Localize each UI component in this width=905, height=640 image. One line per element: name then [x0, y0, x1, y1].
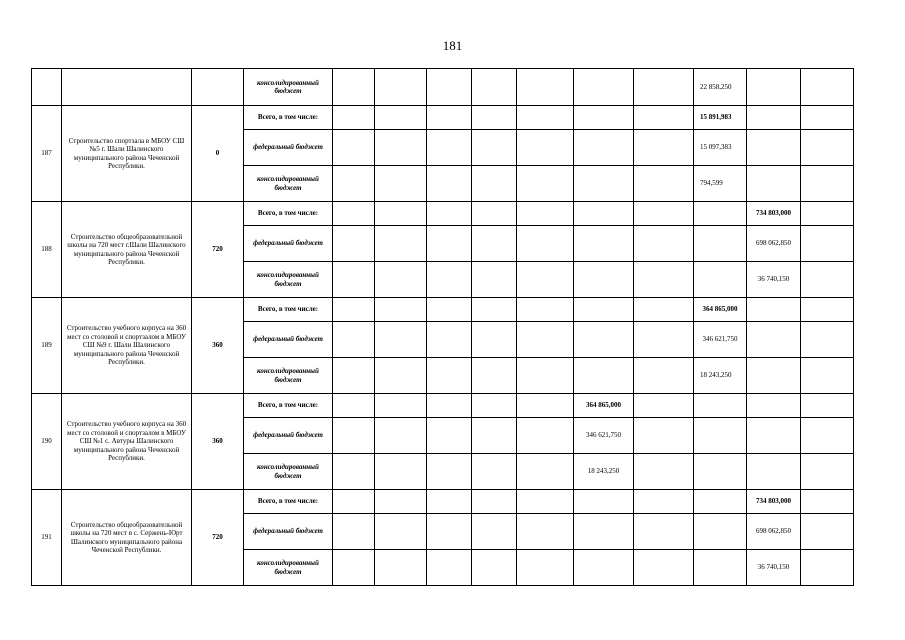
empty-cell — [801, 550, 854, 586]
empty-cell — [375, 166, 427, 202]
financing-table — [31, 68, 854, 586]
empty-cell — [333, 130, 375, 166]
empty-cell — [801, 262, 854, 298]
empty-cell — [333, 514, 375, 550]
empty-cell — [375, 514, 427, 550]
empty-cell — [634, 166, 694, 202]
budget-label-total: Всего, в том числе: — [244, 298, 333, 322]
empty-cell — [634, 130, 694, 166]
empty-cell — [574, 322, 634, 358]
empty-cell — [427, 514, 472, 550]
project-number: 191 — [32, 490, 62, 586]
empty-cell — [333, 358, 375, 394]
empty-cell — [574, 298, 634, 322]
empty-cell — [801, 322, 854, 358]
project-capacity: 360 — [192, 394, 244, 490]
budget-label-federal: федеральный бюджет — [244, 514, 333, 550]
empty-cell — [634, 394, 694, 418]
empty-cell — [472, 166, 517, 202]
empty-cell — [634, 298, 694, 322]
project-name: Строительство общеобразовательной школы на 720 мест г.Шали Шалинского муниципального района Чеченской Республики. — [62, 202, 192, 298]
empty-cell — [333, 106, 375, 130]
empty-cell — [333, 490, 375, 514]
empty-cell — [375, 130, 427, 166]
empty-cell — [634, 322, 694, 358]
budget-label-consolidated: консолидированный бюджет — [244, 454, 333, 490]
total-value: 734 803,000 — [747, 490, 801, 514]
empty-cell — [333, 69, 375, 106]
budget-label-total: Всего, в том числе: — [244, 106, 333, 130]
empty-cell — [333, 202, 375, 226]
empty-cell — [472, 394, 517, 418]
empty-cell — [747, 69, 801, 106]
empty-cell — [427, 130, 472, 166]
empty-cell — [427, 166, 472, 202]
empty-cell — [472, 69, 517, 106]
empty-cell — [427, 394, 472, 418]
empty-cell — [801, 454, 854, 490]
empty-cell — [747, 322, 801, 358]
empty-cell — [472, 262, 517, 298]
empty-cell — [472, 322, 517, 358]
empty-cell — [517, 69, 574, 106]
empty-cell — [801, 490, 854, 514]
empty-cell — [517, 226, 574, 262]
empty-cell — [333, 262, 375, 298]
empty-cell — [574, 490, 634, 514]
empty-cell — [375, 106, 427, 130]
total-value: 364 865,000 — [574, 394, 634, 418]
budget-label-total: Всего, в том числе: — [244, 202, 333, 226]
project-capacity: 720 — [192, 490, 244, 586]
empty-cell — [375, 418, 427, 454]
empty-cell — [574, 69, 634, 106]
empty-cell — [517, 106, 574, 130]
empty-cell — [375, 394, 427, 418]
empty-cell — [517, 202, 574, 226]
empty-cell — [634, 490, 694, 514]
project-number: 188 — [32, 202, 62, 298]
empty-cell — [472, 106, 517, 130]
consolidated-value: 36 740,150 — [747, 262, 801, 298]
empty-cell — [375, 262, 427, 298]
table-row — [32, 298, 854, 322]
empty-cell — [333, 394, 375, 418]
empty-cell — [62, 69, 192, 106]
table-row — [32, 106, 854, 130]
empty-cell — [472, 550, 517, 586]
empty-cell — [375, 454, 427, 490]
empty-cell — [634, 418, 694, 454]
empty-cell — [694, 394, 747, 418]
empty-cell — [375, 202, 427, 226]
empty-cell — [517, 358, 574, 394]
empty-cell — [427, 358, 472, 394]
empty-cell — [517, 550, 574, 586]
empty-cell — [517, 298, 574, 322]
empty-cell — [634, 106, 694, 130]
empty-cell — [694, 490, 747, 514]
empty-cell — [694, 454, 747, 490]
empty-cell — [574, 262, 634, 298]
empty-cell — [694, 226, 747, 262]
empty-cell — [747, 394, 801, 418]
carryover-consolidated-value: 22 858,250 — [694, 69, 747, 106]
empty-cell — [472, 418, 517, 454]
empty-cell — [747, 358, 801, 394]
total-value: 15 891,983 — [694, 106, 747, 130]
empty-cell — [801, 166, 854, 202]
empty-cell — [517, 322, 574, 358]
empty-cell — [427, 262, 472, 298]
empty-cell — [747, 298, 801, 322]
empty-cell — [375, 298, 427, 322]
empty-cell — [747, 166, 801, 202]
empty-cell — [801, 514, 854, 550]
empty-cell — [801, 358, 854, 394]
empty-cell — [375, 226, 427, 262]
budget-label-consolidated: консолидированный бюджет — [244, 262, 333, 298]
empty-cell — [801, 202, 854, 226]
empty-cell — [333, 226, 375, 262]
empty-cell — [427, 418, 472, 454]
budget-label-total: Всего, в том числе: — [244, 394, 333, 418]
empty-cell — [574, 130, 634, 166]
empty-cell — [517, 130, 574, 166]
empty-cell — [574, 202, 634, 226]
empty-cell — [427, 322, 472, 358]
budget-label-consolidated: консолидированный бюджет — [244, 166, 333, 202]
empty-cell — [574, 166, 634, 202]
federal-value: 15 097,383 — [694, 130, 747, 166]
project-number: 187 — [32, 106, 62, 202]
empty-cell — [747, 418, 801, 454]
project-name: Строительство учебного корпуса на 360 мест со столовой и спортзалом в МБОУ СШ №1 с. Автуры Шалинского муниципального района Чеченской Республики. — [62, 394, 192, 490]
empty-cell — [333, 550, 375, 586]
empty-cell — [427, 490, 472, 514]
empty-cell — [747, 130, 801, 166]
project-number: 189 — [32, 298, 62, 394]
empty-cell — [427, 202, 472, 226]
total-value: 734 803,000 — [747, 202, 801, 226]
total-value: 364 865,000 — [694, 298, 747, 322]
empty-cell — [375, 69, 427, 106]
empty-cell — [517, 490, 574, 514]
empty-cell — [801, 130, 854, 166]
table-row — [32, 490, 854, 514]
empty-cell — [634, 202, 694, 226]
budget-label-consolidated: консолидированный бюджет — [244, 69, 333, 106]
empty-cell — [333, 418, 375, 454]
empty-cell — [634, 262, 694, 298]
empty-cell — [517, 418, 574, 454]
empty-cell — [801, 298, 854, 322]
empty-cell — [427, 106, 472, 130]
empty-cell — [801, 418, 854, 454]
empty-cell — [694, 202, 747, 226]
project-capacity: 0 — [192, 106, 244, 202]
empty-cell — [375, 550, 427, 586]
empty-cell — [634, 454, 694, 490]
empty-cell — [694, 514, 747, 550]
budget-label-federal: федеральный бюджет — [244, 418, 333, 454]
project-name: Строительство спортзала в МБОУ СШ №5 г. Шали Шалинского муниципального района Чеченской Республики. — [62, 106, 192, 202]
empty-cell — [801, 226, 854, 262]
consolidated-value: 18 243,250 — [574, 454, 634, 490]
federal-value: 346 621,750 — [694, 322, 747, 358]
table-row — [32, 202, 854, 226]
empty-cell — [801, 106, 854, 130]
empty-cell — [375, 358, 427, 394]
empty-cell — [333, 454, 375, 490]
empty-cell — [333, 298, 375, 322]
empty-cell — [472, 226, 517, 262]
federal-value: 346 621,750 — [574, 418, 634, 454]
empty-cell — [333, 166, 375, 202]
project-name: Строительство общеобразовательной школы на 720 мест в с. Сержень-Юрт Шалинского муниципального района Чеченской Республики. — [62, 490, 192, 586]
budget-label-consolidated: консолидированный бюджет — [244, 358, 333, 394]
empty-cell — [574, 514, 634, 550]
empty-cell — [375, 322, 427, 358]
empty-cell — [634, 550, 694, 586]
empty-cell — [32, 69, 62, 106]
empty-cell — [427, 298, 472, 322]
budget-label-federal: федеральный бюджет — [244, 226, 333, 262]
empty-cell — [747, 454, 801, 490]
empty-cell — [694, 262, 747, 298]
consolidated-value: 18 243,250 — [694, 358, 747, 394]
project-number: 190 — [32, 394, 62, 490]
empty-cell — [427, 69, 472, 106]
empty-cell — [427, 454, 472, 490]
empty-cell — [517, 394, 574, 418]
empty-cell — [472, 358, 517, 394]
empty-cell — [517, 454, 574, 490]
federal-value: 698 062,850 — [747, 226, 801, 262]
empty-cell — [634, 69, 694, 106]
empty-cell — [472, 202, 517, 226]
empty-cell — [517, 514, 574, 550]
empty-cell — [574, 358, 634, 394]
empty-cell — [192, 69, 244, 106]
empty-cell — [634, 358, 694, 394]
empty-cell — [634, 514, 694, 550]
empty-cell — [472, 298, 517, 322]
empty-cell — [517, 166, 574, 202]
empty-cell — [801, 69, 854, 106]
empty-cell — [694, 550, 747, 586]
empty-cell — [517, 262, 574, 298]
empty-cell — [574, 106, 634, 130]
empty-cell — [694, 418, 747, 454]
budget-label-federal: федеральный бюджет — [244, 130, 333, 166]
table-row — [32, 69, 854, 106]
empty-cell — [427, 226, 472, 262]
project-name: Строительство учебного корпуса на 360 мест со столовой и спортзалом в МБОУ СШ №9 г. Шали Шалинского муниципального района Чеченской Республики. — [62, 298, 192, 394]
empty-cell — [375, 490, 427, 514]
empty-cell — [634, 226, 694, 262]
consolidated-value: 794,599 — [694, 166, 747, 202]
budget-label-federal: федеральный бюджет — [244, 322, 333, 358]
empty-cell — [801, 394, 854, 418]
empty-cell — [574, 550, 634, 586]
federal-value: 698 062,850 — [747, 514, 801, 550]
empty-cell — [472, 514, 517, 550]
empty-cell — [472, 130, 517, 166]
empty-cell — [333, 322, 375, 358]
page-number: 181 — [442, 38, 463, 53]
empty-cell — [472, 454, 517, 490]
project-capacity: 360 — [192, 298, 244, 394]
empty-cell — [472, 490, 517, 514]
empty-cell — [747, 106, 801, 130]
project-capacity: 720 — [192, 202, 244, 298]
table-row — [32, 394, 854, 418]
budget-label-consolidated: консолидированный бюджет — [244, 550, 333, 586]
consolidated-value: 36 740,150 — [747, 550, 801, 586]
empty-cell — [427, 550, 472, 586]
empty-cell — [574, 226, 634, 262]
budget-label-total: Всего, в том числе: — [244, 490, 333, 514]
